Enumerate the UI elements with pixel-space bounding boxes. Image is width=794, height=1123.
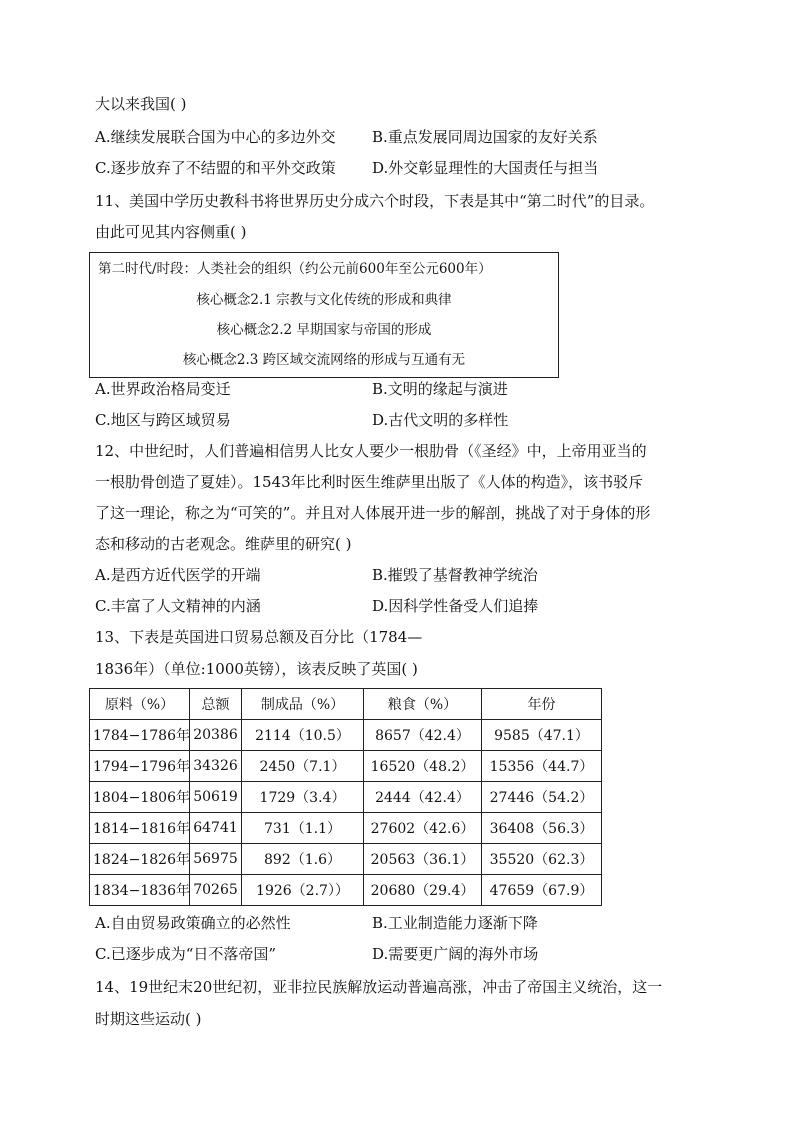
table-cell: 56975 bbox=[190, 844, 242, 875]
table-header-cell: 总额 bbox=[190, 689, 242, 720]
q14-stem-line1: 14、19世纪末20世纪初，亚非拉民族解放运动普遍高涨，冲击了帝国主义统治，这一 bbox=[95, 978, 663, 996]
table-row bbox=[90, 751, 602, 782]
table-cell: 1729（3.4） bbox=[242, 782, 364, 813]
table-cell: 34326 bbox=[190, 751, 242, 782]
q12-option-a: A.是西方近代医学的开端 bbox=[95, 566, 261, 584]
table-cell: 892（1.6） bbox=[242, 844, 364, 875]
q11-option-b: B.文明的缘起与演进 bbox=[372, 380, 508, 398]
table-cell: 1926（2.7）） bbox=[242, 875, 364, 906]
table-row bbox=[90, 875, 602, 906]
q11-option-d: D.古代文明的多样性 bbox=[372, 411, 509, 429]
table-cell: 36408（56.3） bbox=[482, 813, 602, 844]
table-header-cell: 原料（%） bbox=[90, 689, 190, 720]
q12-stem-line1: 12、中世纪时，人们普遍相信男人比女人要少一根肋骨（《圣经》中，上帝用亚当的 bbox=[95, 442, 647, 460]
table-cell: 27602（42.6） bbox=[364, 813, 482, 844]
q12-stem-line2: 一根肋骨创造了夏娃）。1543年比利时医生维萨里出版了《人体的构造》，该书驳斥 bbox=[95, 473, 644, 491]
table-header-row bbox=[90, 689, 602, 720]
table-cell: 20563（36.1） bbox=[364, 844, 482, 875]
q11-option-c: C.地区与跨区域贸易 bbox=[95, 411, 231, 429]
table-cell: 47659（67.9） bbox=[482, 875, 602, 906]
table-cell: 64741 bbox=[190, 813, 242, 844]
table-cell: 15356（44.7） bbox=[482, 751, 602, 782]
q11-box-item-1: 核心概念2.1 宗教与文化传统的形成和典律 bbox=[196, 292, 452, 308]
q12-option-c: C.丰富了人文精神的内涵 bbox=[95, 597, 261, 615]
q11-box-item-2: 核心概念2.2 早期国家与帝国的形成 bbox=[216, 322, 432, 338]
table-cell: 16520（48.2） bbox=[364, 751, 482, 782]
q13-stem-line2: 1836年）（单位:1000英镑），该表反映了英国( ) bbox=[95, 660, 418, 678]
q14-stem-line2: 时期这些运动( ) bbox=[95, 1010, 202, 1028]
q12-stem-line4: 态和移动的古老观念。维萨里的研究( ) bbox=[95, 535, 352, 553]
q13-option-b: B.工业制造能力逐渐下降 bbox=[372, 914, 538, 932]
table-cell: 2114（10.5） bbox=[242, 720, 364, 751]
table-cell: 70265 bbox=[190, 875, 242, 906]
table-cell: 1824−1826年 bbox=[90, 844, 190, 875]
q11-box-item-3: 核心概念2.3 跨区域交流网络的形成与互通有无 bbox=[182, 352, 466, 368]
q10-stem-tail: 大以来我国( ) bbox=[95, 95, 187, 113]
table-header-cell: 粮食（%） bbox=[364, 689, 482, 720]
table-cell: 1834−1836年 bbox=[90, 875, 190, 906]
table-cell: 50619 bbox=[190, 782, 242, 813]
q11-stem-line2: 由此可见其内容侧重( ) bbox=[95, 223, 247, 241]
q10-option-a: A.继续发展联合国为中心的多边外交 bbox=[95, 128, 336, 146]
table-cell: 2444（42.4） bbox=[364, 782, 482, 813]
q11-box-heading: 第二时代/时段：人类社会的组织（约公元前600年至公元600年） bbox=[98, 261, 492, 277]
table-cell: 731（1.1） bbox=[242, 813, 364, 844]
table-row bbox=[90, 844, 602, 875]
q12-option-b: B.摧毁了基督教神学统治 bbox=[372, 566, 538, 584]
q11-stem-line1: 11、美国中学历史教科书将世界历史分成六个时段，下表是其中“第二时代”的目录。 bbox=[95, 192, 655, 210]
q13-option-d: D.需要更广阔的海外市场 bbox=[372, 945, 539, 963]
table-cell: 9585（47.1） bbox=[482, 720, 602, 751]
table-cell: 1784−1786年 bbox=[90, 720, 190, 751]
table-header-cell: 年份 bbox=[482, 689, 602, 720]
q13-stem-line1: 13、下表是英国进口贸易总额及百分比（1784— bbox=[95, 628, 423, 646]
q13-trade-table bbox=[89, 688, 602, 906]
table-cell: 20386 bbox=[190, 720, 242, 751]
table-cell: 2450（7.1） bbox=[242, 751, 364, 782]
q11-outline-box bbox=[89, 252, 559, 378]
q13-option-c: C.已逐步成为“日不落帝国” bbox=[95, 945, 277, 963]
q10-option-b: B.重点发展同周边国家的友好关系 bbox=[372, 128, 598, 146]
table-cell: 27446（54.2） bbox=[482, 782, 602, 813]
table-cell: 20680（29.4） bbox=[364, 875, 482, 906]
table-cell: 1814−1816年 bbox=[90, 813, 190, 844]
table-cell: 35520（62.3） bbox=[482, 844, 602, 875]
table-row bbox=[90, 813, 602, 844]
table-row bbox=[90, 720, 602, 751]
q10-option-c: C.逐步放弃了不结盟的和平外交政策 bbox=[95, 159, 336, 177]
q12-option-d: D.因科学性备受人们追捧 bbox=[372, 597, 539, 615]
table-cell: 1804−1806年 bbox=[90, 782, 190, 813]
q11-option-a: A.世界政治格局变迁 bbox=[95, 380, 231, 398]
q10-option-d: D.外交彰显理性的大国责任与担当 bbox=[372, 159, 599, 177]
q12-stem-line3: 了这一理论，称之为“可笑的”。并且对人体展开进一步的解剖，挑战了对于身体的形 bbox=[95, 504, 651, 522]
table-header-cell: 制成品（%） bbox=[242, 689, 364, 720]
table-cell: 8657（42.4） bbox=[364, 720, 482, 751]
table-row bbox=[90, 782, 602, 813]
table-cell: 1794−1796年 bbox=[90, 751, 190, 782]
q13-option-a: A.自由贸易政策确立的必然性 bbox=[95, 914, 291, 932]
